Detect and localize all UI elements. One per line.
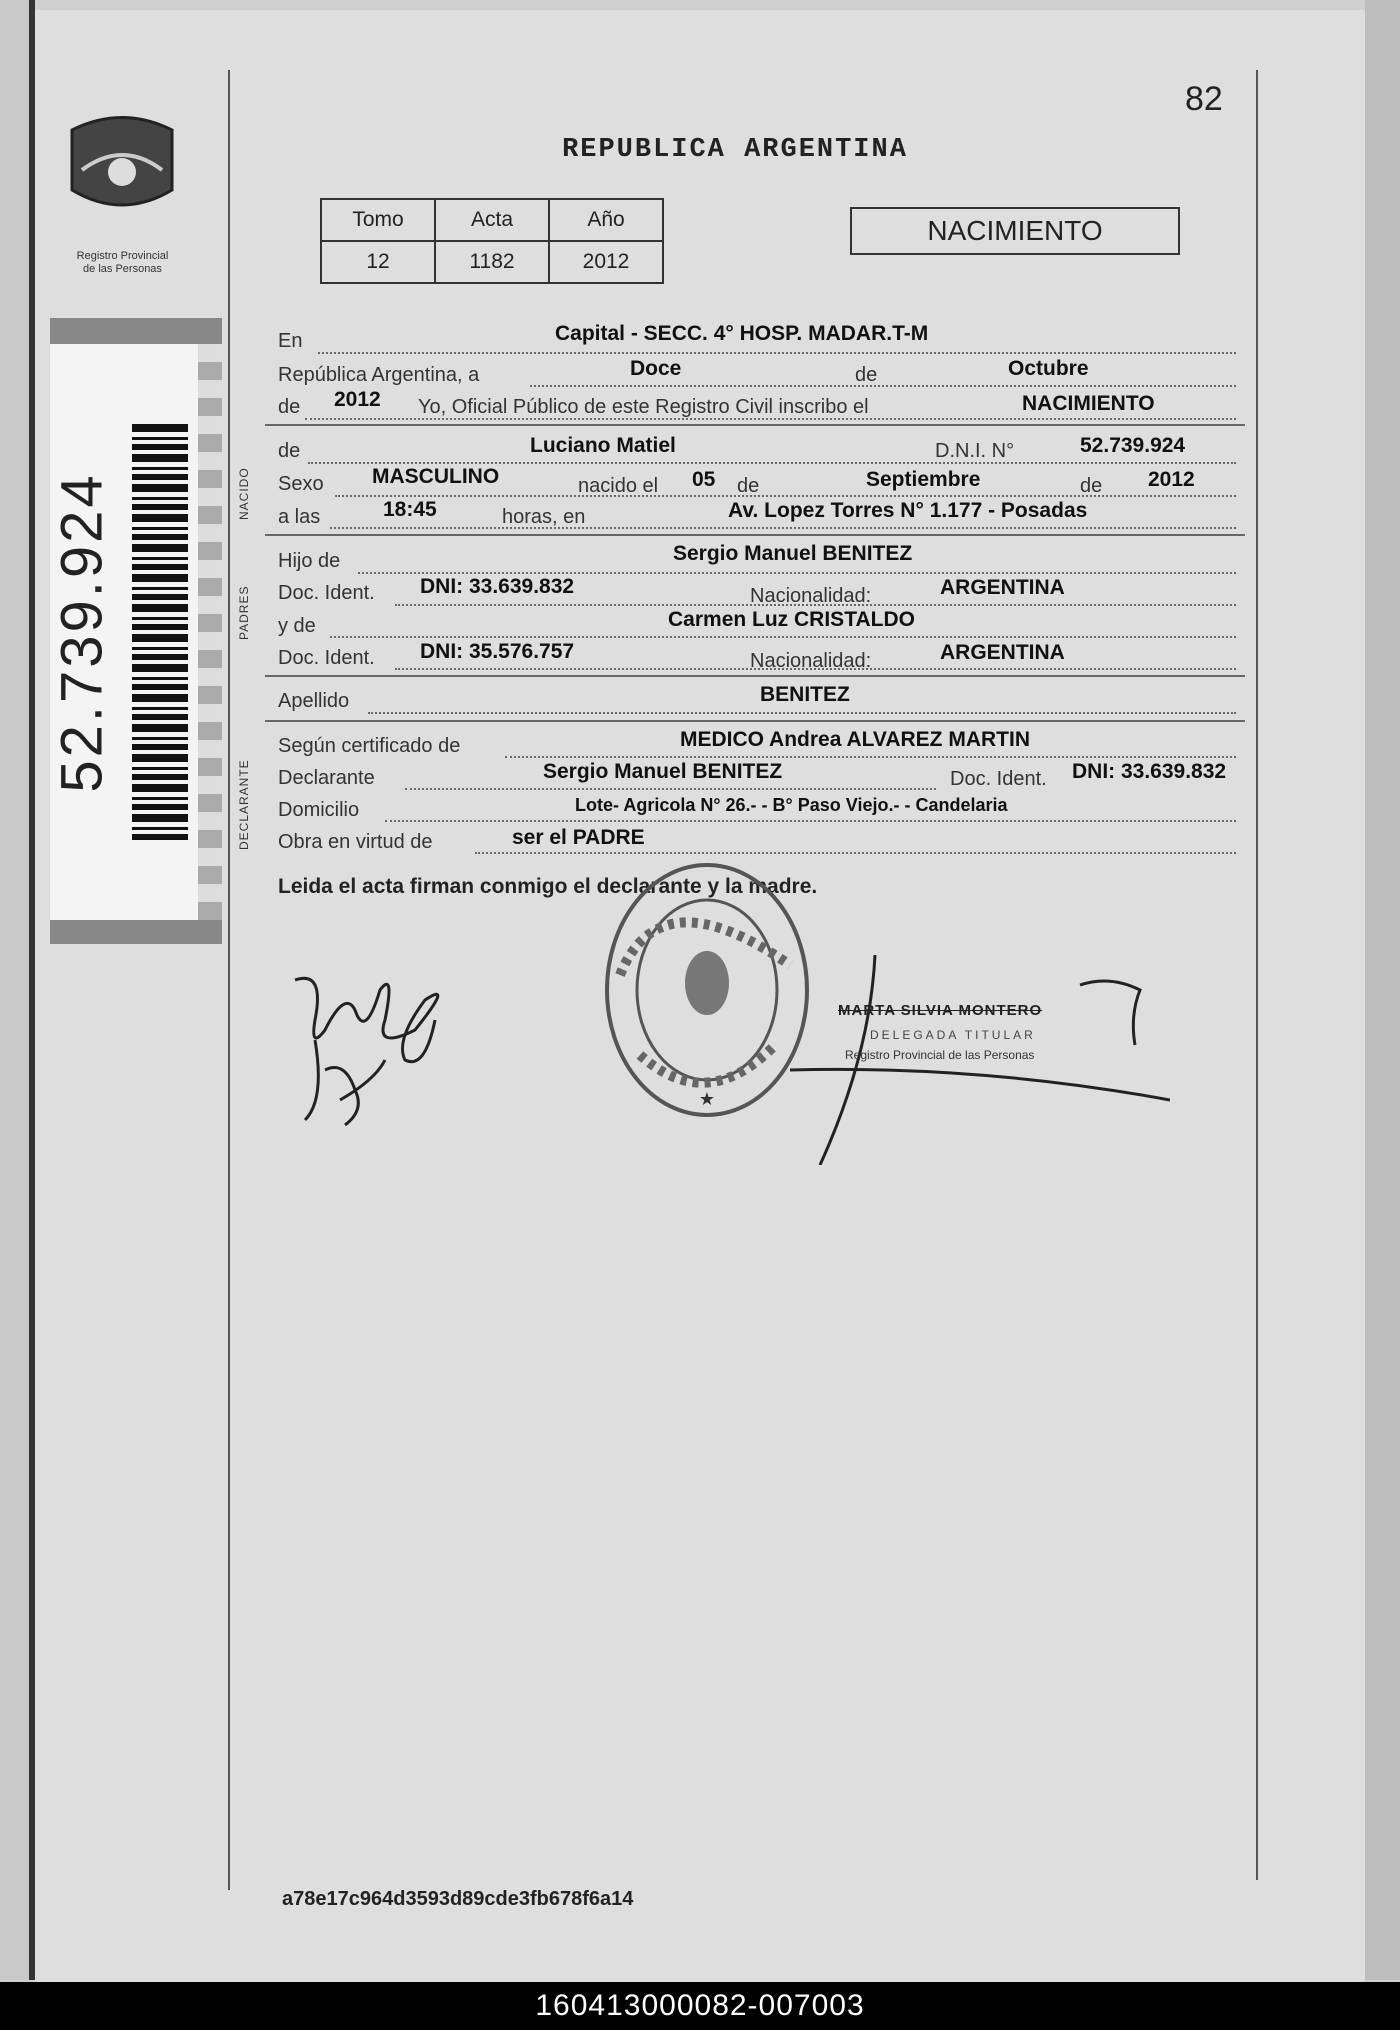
section-label-padres: PADRES xyxy=(237,585,251,640)
value-dia: Doce xyxy=(630,357,682,380)
label-de: de xyxy=(278,396,301,418)
value-madre: Carmen Luz CRISTALDO xyxy=(668,608,915,631)
value-doc-madre: DNI: 35.576.757 xyxy=(420,640,575,663)
ref-header-acta: Acta xyxy=(435,199,549,241)
officer-title: DELEGADA TITULAR xyxy=(870,1028,1036,1042)
barcode-icon xyxy=(132,420,188,840)
dotted-line xyxy=(475,852,1236,854)
label-apellido: Apellido xyxy=(278,690,350,712)
value-declarante: Sergio Manuel BENITEZ xyxy=(543,760,783,783)
signature-icon xyxy=(285,960,465,1130)
value-mes: Octubre xyxy=(1008,357,1089,380)
label-oficial: Yo, Oficial Público de este Registro Civil inscribo el xyxy=(418,396,869,418)
ref-header-anio: Año xyxy=(549,199,663,241)
label-border xyxy=(50,920,222,944)
right-margin-line xyxy=(1256,70,1258,1880)
value-anio: 2012 xyxy=(334,388,381,411)
page-number: 82 xyxy=(1185,80,1223,118)
ref-value-anio: 2012 xyxy=(549,241,663,283)
value-doc-padre: DNI: 33.639.832 xyxy=(420,575,575,598)
label-de: de xyxy=(1080,475,1103,497)
value-apellido: BENITEZ xyxy=(760,683,850,706)
value-mes-nac: Septiembre xyxy=(866,468,981,491)
dotted-line xyxy=(385,820,1236,822)
value-doc-declarante: DNI: 33.639.832 xyxy=(1072,760,1227,783)
country-title: REPUBLICA ARGENTINA xyxy=(562,135,908,165)
reference-table xyxy=(320,198,664,284)
label-a-las: a las xyxy=(278,506,321,528)
section-divider xyxy=(265,720,1245,722)
value-obra: ser el PADRE xyxy=(512,826,645,849)
registry-logo xyxy=(62,110,182,250)
dotted-line xyxy=(368,712,1236,714)
label-nacionalidad: Nacionalidad: xyxy=(750,585,872,607)
label-de: de xyxy=(855,364,878,386)
label-certificado: Según certificado de xyxy=(278,735,461,757)
value-anio-nac: 2012 xyxy=(1148,468,1195,491)
label-doc-ident: Doc. Ident. xyxy=(278,647,375,669)
label-obra: Obra en virtud de xyxy=(278,831,433,853)
label-domicilio: Domicilio xyxy=(278,799,360,821)
left-margin-line xyxy=(228,70,230,1890)
label-hijo-de: Hijo de xyxy=(278,550,341,572)
label-declarante: Declarante xyxy=(278,767,375,789)
value-lugar: Capital - SECC. 4° HOSP. MADAR.T-M xyxy=(555,322,929,345)
label-republica: República Argentina, a xyxy=(278,364,480,386)
officer-office: Registro Provincial de las Personas xyxy=(845,1048,1035,1062)
label-y-de: y de xyxy=(278,615,316,637)
dni-code-text: 52.739.924 xyxy=(49,472,115,793)
act-type-box: NACIMIENTO xyxy=(850,207,1180,255)
ref-value-acta: 1182 xyxy=(435,241,549,283)
section-divider xyxy=(265,534,1245,536)
ref-value-tomo: 12 xyxy=(321,241,435,283)
dotted-line xyxy=(308,462,1236,464)
value-dni: 52.739.924 xyxy=(1080,434,1186,457)
ref-header-tomo: Tomo xyxy=(321,199,435,241)
dotted-line xyxy=(505,756,1236,758)
dotted-line xyxy=(530,385,1236,387)
label-horas-en: horas, en xyxy=(502,506,586,528)
section-divider xyxy=(265,424,1245,426)
value-sexo: MASCULINO xyxy=(372,465,500,488)
declarant-signature xyxy=(285,960,465,1130)
label-side-pattern xyxy=(198,344,222,920)
value-dia-nac: 05 xyxy=(692,468,716,491)
dotted-line xyxy=(330,636,1236,638)
value-lugar-nac: Av. Lopez Torres N° 1.177 - Posadas xyxy=(728,499,1088,522)
value-domicilio: Lote- Agricola N° 26.- - B° Paso Viejo.- - Candelaria xyxy=(575,795,1008,815)
closing-statement: Leida el acta firman conmigo el declarante y la madre. xyxy=(278,875,818,898)
logo-caption: de las Personas xyxy=(83,263,162,275)
shield-emblem-icon xyxy=(62,110,182,250)
svg-text:★: ★ xyxy=(698,1089,716,1109)
label-doc-ident: Doc. Ident. xyxy=(278,582,375,604)
label-nacionalidad: Nacionalidad: xyxy=(750,650,872,672)
value-nac-padre: ARGENTINA xyxy=(940,576,1065,599)
label-de: de xyxy=(278,440,301,462)
binding-edge xyxy=(0,0,35,1980)
label-de: de xyxy=(737,475,760,497)
value-tipo: NACIMIENTO xyxy=(1022,392,1155,415)
section-label-nacido: NACIDO xyxy=(237,467,251,520)
value-nombre: Luciano Matiel xyxy=(530,434,676,457)
logo-caption: Registro Provincial xyxy=(76,250,169,262)
label-en: En xyxy=(278,330,303,352)
page-edge xyxy=(1365,0,1400,1980)
dotted-line xyxy=(318,352,1236,354)
label-border xyxy=(50,318,222,344)
value-hora: 18:45 xyxy=(383,498,437,521)
dotted-line xyxy=(358,572,1236,574)
dotted-line xyxy=(330,527,1236,529)
label-doc-ident: Doc. Ident. xyxy=(950,768,1047,790)
dotted-line xyxy=(405,788,936,790)
value-certificado: MEDICO Andrea ALVAREZ MARTIN xyxy=(680,728,1030,751)
value-nac-madre: ARGENTINA xyxy=(940,641,1065,664)
document-hash: a78e17c964d3593d89cde3fb678f6a14 xyxy=(282,1888,634,1910)
footer-id: 160413000082-007003 xyxy=(0,1982,1400,2030)
label-dni: D.N.I. N° xyxy=(935,440,1015,462)
label-sexo: Sexo xyxy=(278,473,324,495)
value-padre: Sergio Manuel BENITEZ xyxy=(673,542,913,565)
section-label-declarante: DECLARANTE xyxy=(237,759,251,850)
section-divider xyxy=(265,675,1245,677)
label-nacido-el: nacido el xyxy=(578,475,659,497)
officer-name: MARTA SILVIA MONTERO xyxy=(838,1002,1043,1019)
